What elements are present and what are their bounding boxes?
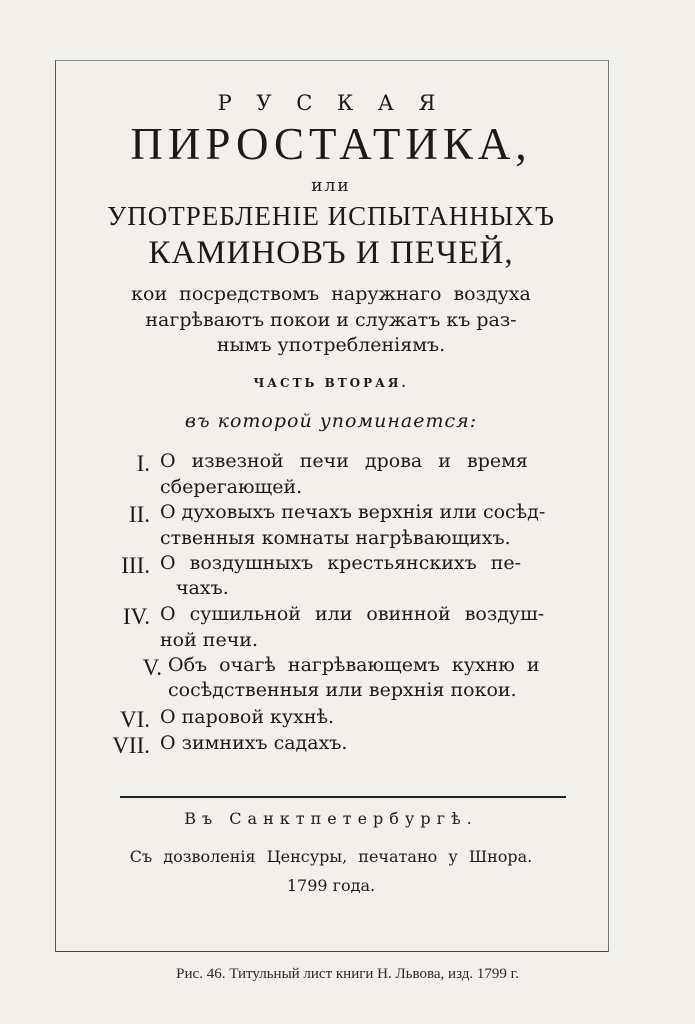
part-heading: ЧАСТЬ ВТОРАЯ.: [253, 376, 409, 390]
item-line: О духовыхъ печахъ верхнія или сосѣд-: [160, 501, 546, 523]
item-line: О сушильной или овинной воздуш-: [160, 603, 545, 625]
title-pirostatika: ПИРОСТАТИКА,: [130, 119, 532, 169]
item-numeral: VII.: [112, 733, 150, 758]
item-numeral: IV.: [122, 604, 150, 629]
title-line-ruskaya: Р У С К А Я: [217, 91, 445, 115]
title-upotreblenie: УПОТРЕБЛЕНІЕ ИСПЫТАННЫХЪ: [107, 201, 555, 231]
item-numeral: V.: [142, 655, 162, 680]
item-line: чахъ.: [176, 577, 229, 599]
item-numeral: VI.: [119, 707, 150, 732]
figure-caption: Рис. 46. Титульный лист книги Н. Львова, изд. 1799 г.: [176, 966, 519, 982]
subtitle-line-2: нагрѣваютъ покои и служатъ къ раз-: [145, 309, 517, 331]
imprint-year: 1799 года.: [286, 876, 376, 895]
divider-rule: [120, 796, 566, 798]
item-numeral: II.: [128, 502, 150, 527]
item-line: О паровой кухнѣ.: [160, 706, 334, 728]
item-line: ной печи.: [160, 629, 258, 651]
subtitle-line-3: нымъ употребленіямъ.: [216, 334, 446, 356]
subtitle-line-1: кои посредствомъ наружнаго воздуха: [131, 283, 531, 305]
contents-intro: въ которой упоминается:: [184, 410, 478, 432]
item-line: сосѣдственныя или верхнія покои.: [168, 679, 517, 701]
item-line: О извезной печи дрова и время: [160, 450, 528, 472]
item-line: О зимнихъ садахъ.: [160, 732, 348, 754]
item-line: сберегающей.: [160, 476, 303, 498]
item-numeral: III.: [121, 553, 150, 578]
item-line: Объ очагѣ нагрѣвающемъ кухню и: [168, 654, 540, 676]
title-kaminov: КАМИНОВЪ И ПЕЧЕЙ,: [148, 235, 514, 271]
item-numeral: I.: [136, 451, 150, 476]
imprint-city: Въ Санктпетербургѣ.: [184, 809, 478, 828]
item-line: ственныя комнаты нагрѣвающихъ.: [160, 527, 511, 549]
title-ili: или: [311, 176, 351, 196]
item-line: О воздушныхъ крестьянскихъ пе-: [160, 552, 522, 574]
imprint-censor: Съ дозволенія Ценсуры, печатано у Шнора.: [129, 847, 533, 866]
